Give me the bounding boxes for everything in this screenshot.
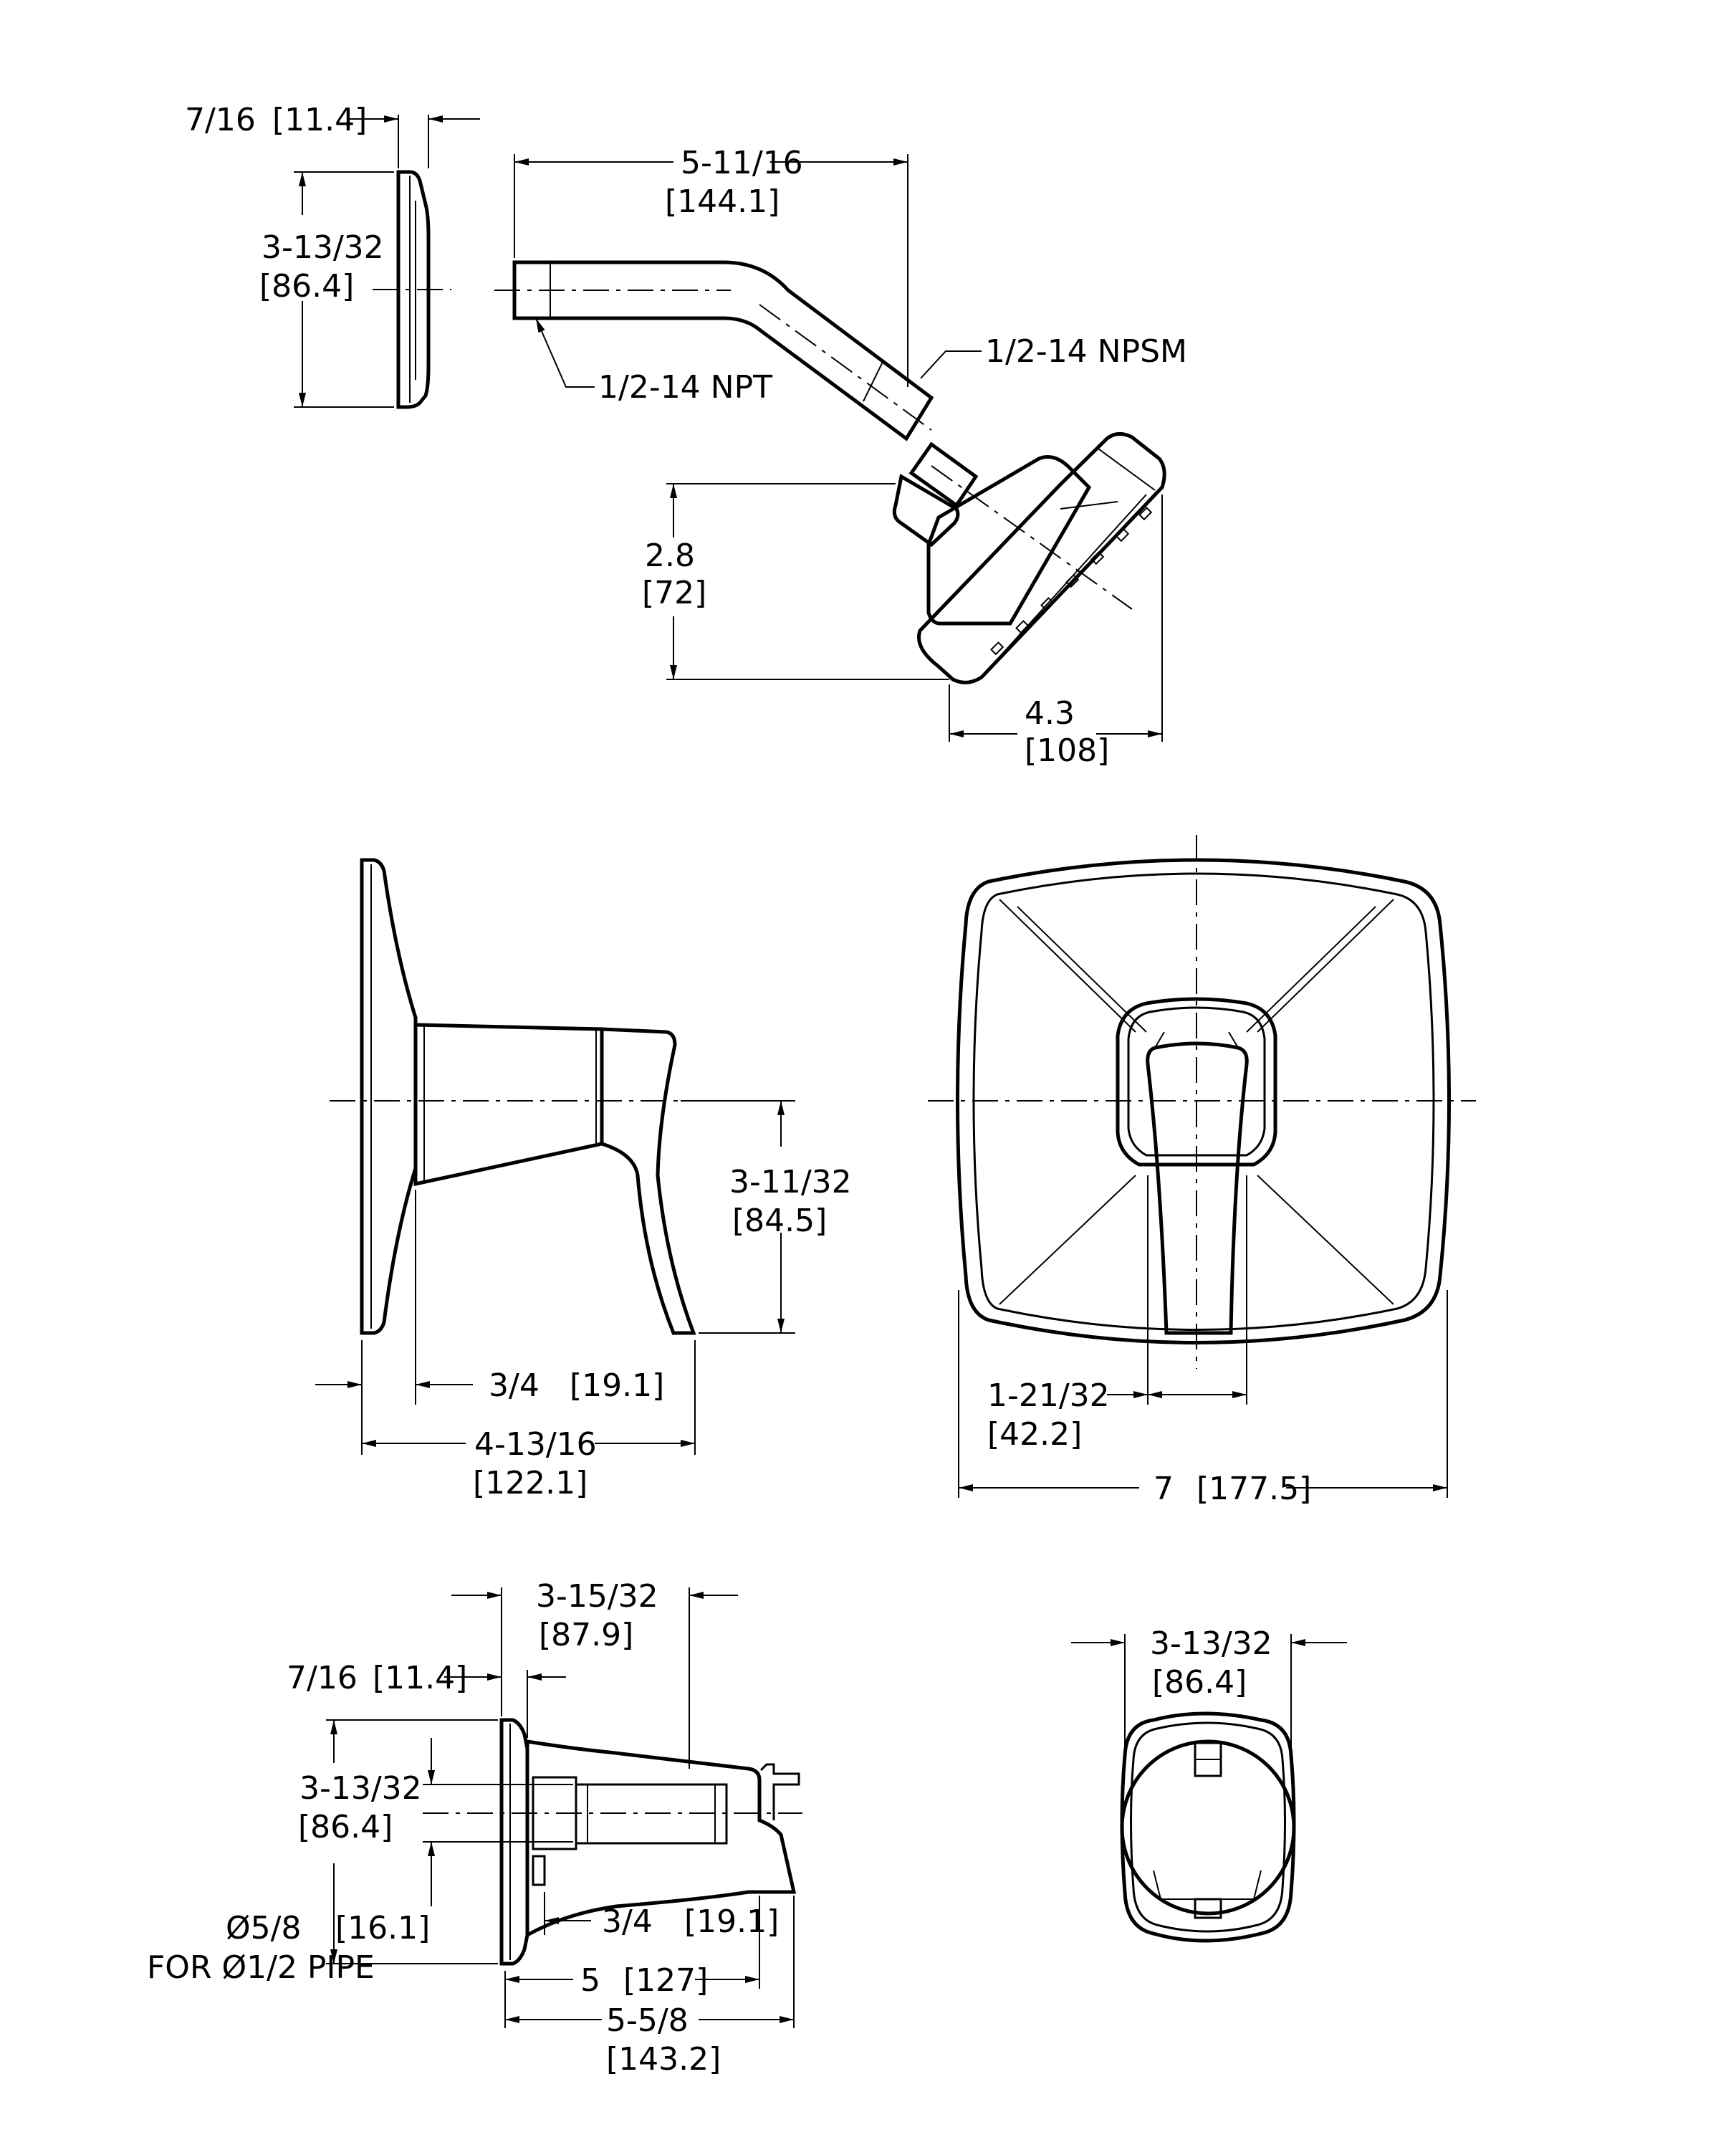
shower-flange-view xyxy=(185,102,480,407)
flange-depth-mm: [11.4] xyxy=(272,102,368,138)
tub-spout-rear-view xyxy=(1071,1625,1347,1941)
flange-height-in: 3-13/32 xyxy=(262,229,384,266)
head-width-in: 4.3 xyxy=(1025,695,1075,732)
plate-width-mm: [177.5] xyxy=(1197,1471,1312,1507)
shower-arm-end-cap xyxy=(863,362,883,401)
escutcheon-offset-mm: [19.1] xyxy=(570,1367,665,1404)
spout-diverter xyxy=(761,1764,799,1820)
shower-head-view xyxy=(642,434,1164,769)
tub-spout-side-view xyxy=(147,1578,802,2078)
handle-width-in: 1-21/32 xyxy=(987,1377,1110,1414)
spout-inset-mm: [19.1] xyxy=(684,1903,780,1940)
handle-drop-in: 3-11/32 xyxy=(729,1164,852,1200)
valve-depth-in: 4-13/16 xyxy=(474,1426,597,1463)
valve-depth-mm: [122.1] xyxy=(473,1465,588,1501)
shower-head-rim xyxy=(997,447,1155,659)
spout-overall-mm: [143.2] xyxy=(606,2041,721,2078)
spout-rear-bore xyxy=(1122,1742,1294,1914)
spout-bore-in: Ø5/8 xyxy=(226,1910,302,1946)
arm-length-mm: [144.1] xyxy=(665,183,780,220)
arm-length-in: 5-11/16 xyxy=(681,145,803,181)
flange-height-mm: [86.4] xyxy=(259,268,355,305)
escutcheon-offset-in: 3/4 xyxy=(489,1367,539,1404)
spout-rear-width-in: 3-13/32 xyxy=(1150,1625,1272,1662)
npsm-leader xyxy=(921,351,982,378)
spout-pipe-note: FOR Ø1/2 PIPE xyxy=(147,1949,375,1986)
valve-trim-front-view xyxy=(928,835,1476,1507)
head-height-mm: [72] xyxy=(642,575,707,611)
spout-height-mm: [86.4] xyxy=(298,1809,393,1845)
spout-top-in: 3-15/32 xyxy=(536,1578,658,1615)
valve-trim-side-view xyxy=(315,860,852,1501)
spout-overall-in: 5-5/8 xyxy=(606,2002,689,2039)
spout-reach-in: 5 xyxy=(580,1962,600,1999)
shower-arm-outline xyxy=(514,262,931,439)
shower-head-face xyxy=(919,434,1164,682)
valve-escutcheon-profile xyxy=(362,860,416,1333)
handle-drop-mm: [84.5] xyxy=(732,1203,828,1239)
spout-rear-width-mm: [86.4] xyxy=(1152,1664,1247,1701)
spout-internal-section xyxy=(533,1777,726,1885)
valve-handle-lever xyxy=(602,1029,694,1333)
shower-arm-centerline xyxy=(759,305,931,430)
spout-flange-mm: [11.4] xyxy=(373,1660,468,1696)
shower-arm-view xyxy=(494,145,1187,439)
spout-reach-mm: [127] xyxy=(623,1962,709,1999)
head-width-mm: [108] xyxy=(1025,732,1110,769)
arm-inlet-thread: 1/2-14 NPT xyxy=(598,369,772,406)
npt-leader xyxy=(536,318,595,387)
head-height-in: 2.8 xyxy=(645,538,695,574)
spout-rear-plate xyxy=(1122,1714,1294,1941)
flange-depth-in: 7/16 xyxy=(185,102,256,138)
arm-outlet-thread: 1/2-14 NPSM xyxy=(985,333,1188,370)
spout-inset-in: 3/4 xyxy=(602,1903,653,1940)
spout-height-in: 3-13/32 xyxy=(299,1770,422,1807)
spout-bore-mm: [16.1] xyxy=(335,1910,431,1946)
spout-top-mm: [87.9] xyxy=(539,1617,634,1653)
handle-width-mm: [42.2] xyxy=(987,1416,1083,1453)
spout-flange-in: 7/16 xyxy=(287,1660,358,1696)
plate-width-in: 7 xyxy=(1154,1471,1174,1507)
valve-handle-body xyxy=(416,1025,602,1184)
shower-flange-inner-edge xyxy=(410,176,416,403)
